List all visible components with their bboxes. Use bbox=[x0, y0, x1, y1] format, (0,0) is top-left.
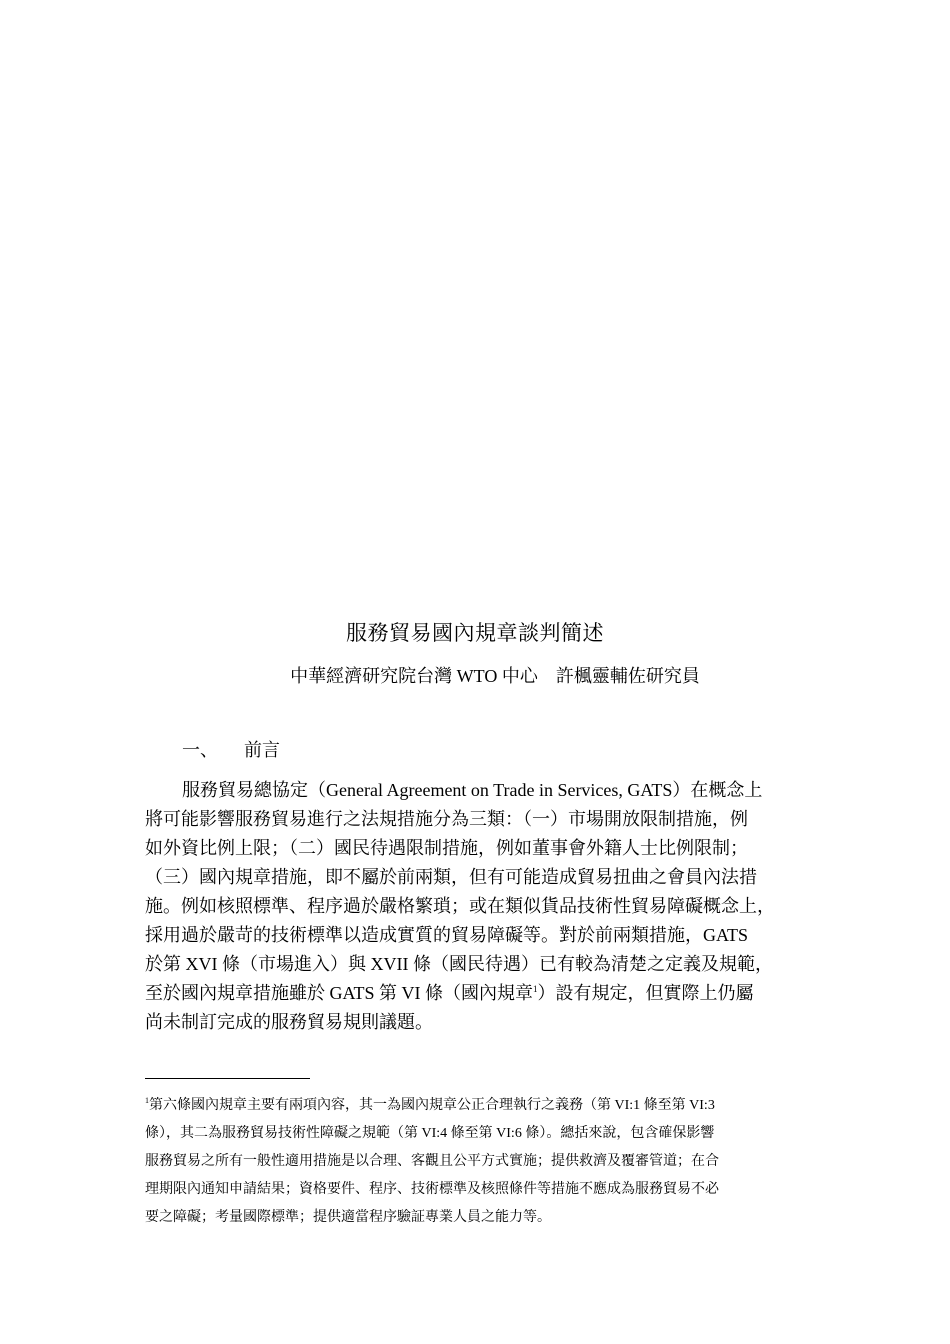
body-line: 尚未制訂完成的服務貿易規則議題。 bbox=[145, 1012, 433, 1032]
footnote-line: 條），其二為服務貿易技術性障礙之規範（第 VI:4 條至第 VI:6 條）。總括來說，包含確保影響 bbox=[145, 1126, 715, 1141]
body-line bbox=[145, 979, 815, 1008]
body-line: 採用過於嚴苛的技術標準以造成實質的貿易障礙等。對於前兩類措施，GATS bbox=[145, 925, 749, 945]
body-paragraph bbox=[145, 776, 815, 1037]
footnote-line: 服務貿易之所有一般性適用措施是以合理、客觀且公平方式實施；提供救濟及覆審管道；在合 bbox=[145, 1154, 719, 1169]
body-line-part: 至於國內規章措施雖於 GATS 第 VI 條（國內規章 bbox=[145, 983, 534, 1003]
footnote-text: 第六條國內規章主要有兩項內容，其一為國內規章公正合理執行之義務（第 VI:1 條至第 VI:3 bbox=[149, 1098, 715, 1113]
body-line: 服務貿易總協定（General Agreement on Trade in Services, GATS）在概念上 bbox=[182, 780, 763, 800]
footnote-line bbox=[145, 1092, 815, 1120]
footnote-separator bbox=[145, 1078, 310, 1079]
document-author: 中華經濟研究院台灣 WTO 中心 許楓靈輔佐研究員 bbox=[290, 666, 700, 686]
footnote-line: 理期限內通知申請結果；資格要件、程序、技術標準及核照條件等措施不應成為服務貿易不必 bbox=[145, 1182, 719, 1197]
footnote-line: 要之障礙；考量國際標準；提供適當程序驗証專業人員之能力等。 bbox=[145, 1210, 551, 1225]
footnote-reference[interactable]: 1 bbox=[533, 984, 538, 994]
body-line: 施。例如核照標準、程序過於嚴格繁瑣；或在類似貨品技術性貿易障礙概念上， bbox=[145, 896, 775, 916]
body-line: 於第 XVI 條（市場進入）與 XVII 條（國民待遇）已有較為清楚之定義及規範， bbox=[145, 954, 773, 974]
section-heading bbox=[182, 736, 280, 764]
body-line: 將可能影響服務貿易進行之法規措施分為三類：（一）市場開放限制措施，例 bbox=[145, 809, 748, 829]
document-title: 服務貿易國內規章談判簡述 bbox=[346, 621, 604, 645]
section-title: 前言 bbox=[244, 740, 280, 760]
footnote-marker: 1 bbox=[145, 1096, 149, 1105]
body-line: （三）國內規章措施，即不屬於前兩類，但有可能造成貿易扭曲之會員內法措 bbox=[145, 867, 757, 887]
footnote bbox=[145, 1092, 815, 1232]
body-line-part: ）設有規定，但實際上仍屬 bbox=[537, 983, 754, 1003]
body-line: 如外資比例上限；（二）國民待遇限制措施，例如董事會外籍人士比例限制； bbox=[145, 838, 748, 858]
section-number: 一、 bbox=[182, 740, 218, 760]
